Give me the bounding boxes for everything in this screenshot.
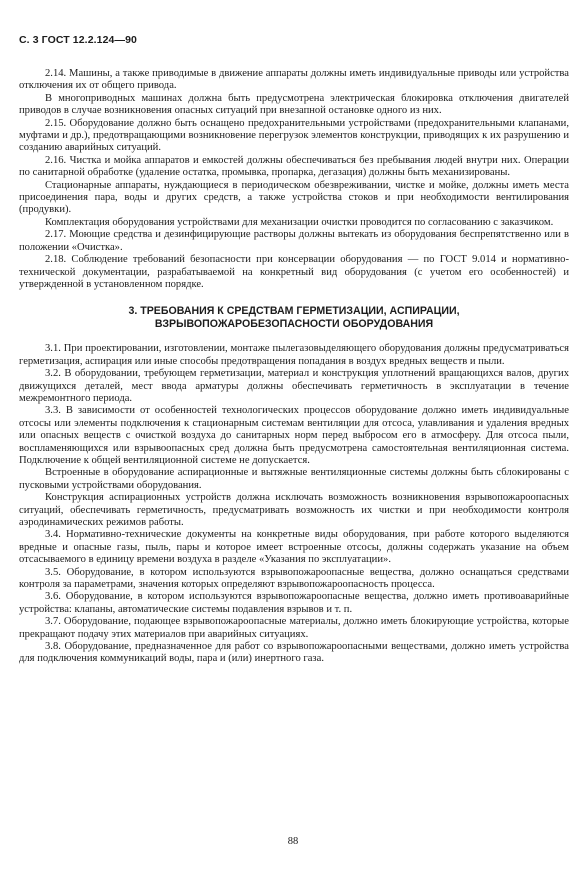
page-number: 88	[287, 836, 299, 847]
paragraph-2-16: 2.16. Чистка и мойка аппаратов и емкостей должны обеспечиваться без пребывания людей внутри них. Операции по санитарной обработке (удаление остатка, промывка, пропарка, дегазация) должны быть механизированы.	[19, 154, 569, 179]
paragraph-3-5: 3.5. Оборудование, в котором используются взрывопожароопасные вещества, должно оснащаться средствами контроля за параметрами, значения которых определяют взрывопожароопасность процесса.	[19, 566, 569, 591]
paragraph-stationary-apparatus: Стационарные аппараты, нуждающиеся в периодическом обезвреживании, чистке и мойке, должны иметь места присоединения пара, воды и других средств, а также устройства стоков и при необходимости вентилирования (продувки).	[19, 179, 569, 216]
paragraph-3-2: 3.2. В оборудовании, требующем герметизации, материал и конструкция уплотнений вращающихся валов, других движущихся деталей, мест ввода арматуры должны обеспечивать герметичность в эксплуатации в течение межремонтного периода.	[19, 368, 569, 404]
paragraph-3-1: 3.1. При проектировании, изготовлении, монтаже пылегазовыделяющего оборудования должны предусматриваться герметизация, аспирация или иные способы предотвращения попадания в воздух вредных веществ и пыли.	[19, 343, 569, 367]
paragraph-3-3: 3.3. В зависимости от особенностей технологических процессов оборудование должно иметь индивидуальные отсосы или элементы подключения к стационарным системам вентиляции для отсоса, улавливания и удаления вредных или опасных веществ с очисткой воздуха до санитарных норм перед выбросом его в атмосферу. Для отсоса пыли, воспламеняющихся или взрывоопасных сред должна быть предусмотрена самостоятельная вентиляционная система. Подключение к общей вентиляционной системе не допускается.	[19, 405, 569, 466]
paragraph-3-4: 3.4. Нормативно-технические документы на конкретные виды оборудования, при работе которого выделяются вредные и опасные газы, пыль, пары и которое имеет встроенные отсосы, должны содержать указание на объем отсасываемого в единицу времени воздуха в разделе «Указания по эксплуатации».	[19, 529, 569, 566]
section-title-line-1: 3. ТРЕБОВАНИЯ К СРЕДСТВАМ ГЕРМЕТИЗАЦИИ, АСПИРАЦИИ,	[128, 305, 460, 318]
paragraph-3-6: 3.6. Оборудование, в котором используются взрывопожароопасные вещества, должно иметь противоаварийные устройства: клапаны, автоматические системы подавления взрывов и т. п.	[19, 591, 569, 615]
paragraph-2-15: 2.15. Оборудование должно быть оснащено предохранительными устройствами (предохранительными клапанами, муфтами и др.), предотвращающими возникновение перегрузок элементов конструкции, приводящих к их разрушению и созданию аварийных ситуаций.	[19, 117, 569, 154]
paragraph-3-7: 3.7. Оборудование, подающее взрывопожароопасные материалы, должно иметь блокирующие устройства, которые прекращают подачу этих материалов при аварийных ситуациях.	[19, 616, 569, 640]
paragraph-2-18: 2.18. Соблюдение требований безопасности при консервации оборудования — по ГОСТ 9.014 и нормативно-технической документации, разрабатываемой на конкретный вид оборудования (с учетом его особенностей) и утвержденной в установленном порядке.	[19, 254, 569, 290]
paragraph-multidrive-blocking: В многоприводных машинах должна быть предусмотрена электрическая блокировка отключения двигателей приводов в случае возникновения опасных ситуаций при внезапной остановке одного из них.	[19, 92, 569, 117]
paragraph-2-17: 2.17. Моющие средства и дезинфицирующие растворы должны вытекать из оборудования беспрепятственно или в положении «Очистка».	[19, 229, 569, 253]
paragraph-cleaning-equipment: Комплектация оборудования устройствами для механизации очистки проводится по согласованию с заказчиком.	[45, 216, 554, 228]
page-header: С. 3 ГОСТ 12.2.124—90	[19, 34, 137, 46]
paragraph-builtin-ventilation: Встроенные в оборудование аспирационные и вытяжные вентиляционные системы должны быть сблокированы с пусковыми устройствами оборудования.	[19, 467, 569, 491]
section-title-line-2: ВЗРЫВОПОЖАРОБЕЗОПАСНОСТИ ОБОРУДОВАНИЯ	[154, 318, 434, 331]
section-3-title	[19, 305, 569, 331]
paragraph-aspiration-design: Конструкция аспирационных устройств должна исключать возможность возникновения взрывопожароопасных ситуаций, обеспечивать герметичность, предусматривать возможность их чистки и при необходимости контроля аэродинамических режимов работы.	[19, 492, 569, 528]
page-content	[19, 68, 569, 666]
paragraph-3-8: 3.8. Оборудование, предназначенное для работ со взрывопожароопасными веществами, должно иметь устройства для подключения коммуникаций воды, пара и (или) инертного газа.	[19, 641, 569, 665]
paragraph-2-14: 2.14. Машины, а также приводимые в движение аппараты должны иметь индивидуальные приводы или устройства отключения их от общего привода.	[19, 68, 569, 92]
